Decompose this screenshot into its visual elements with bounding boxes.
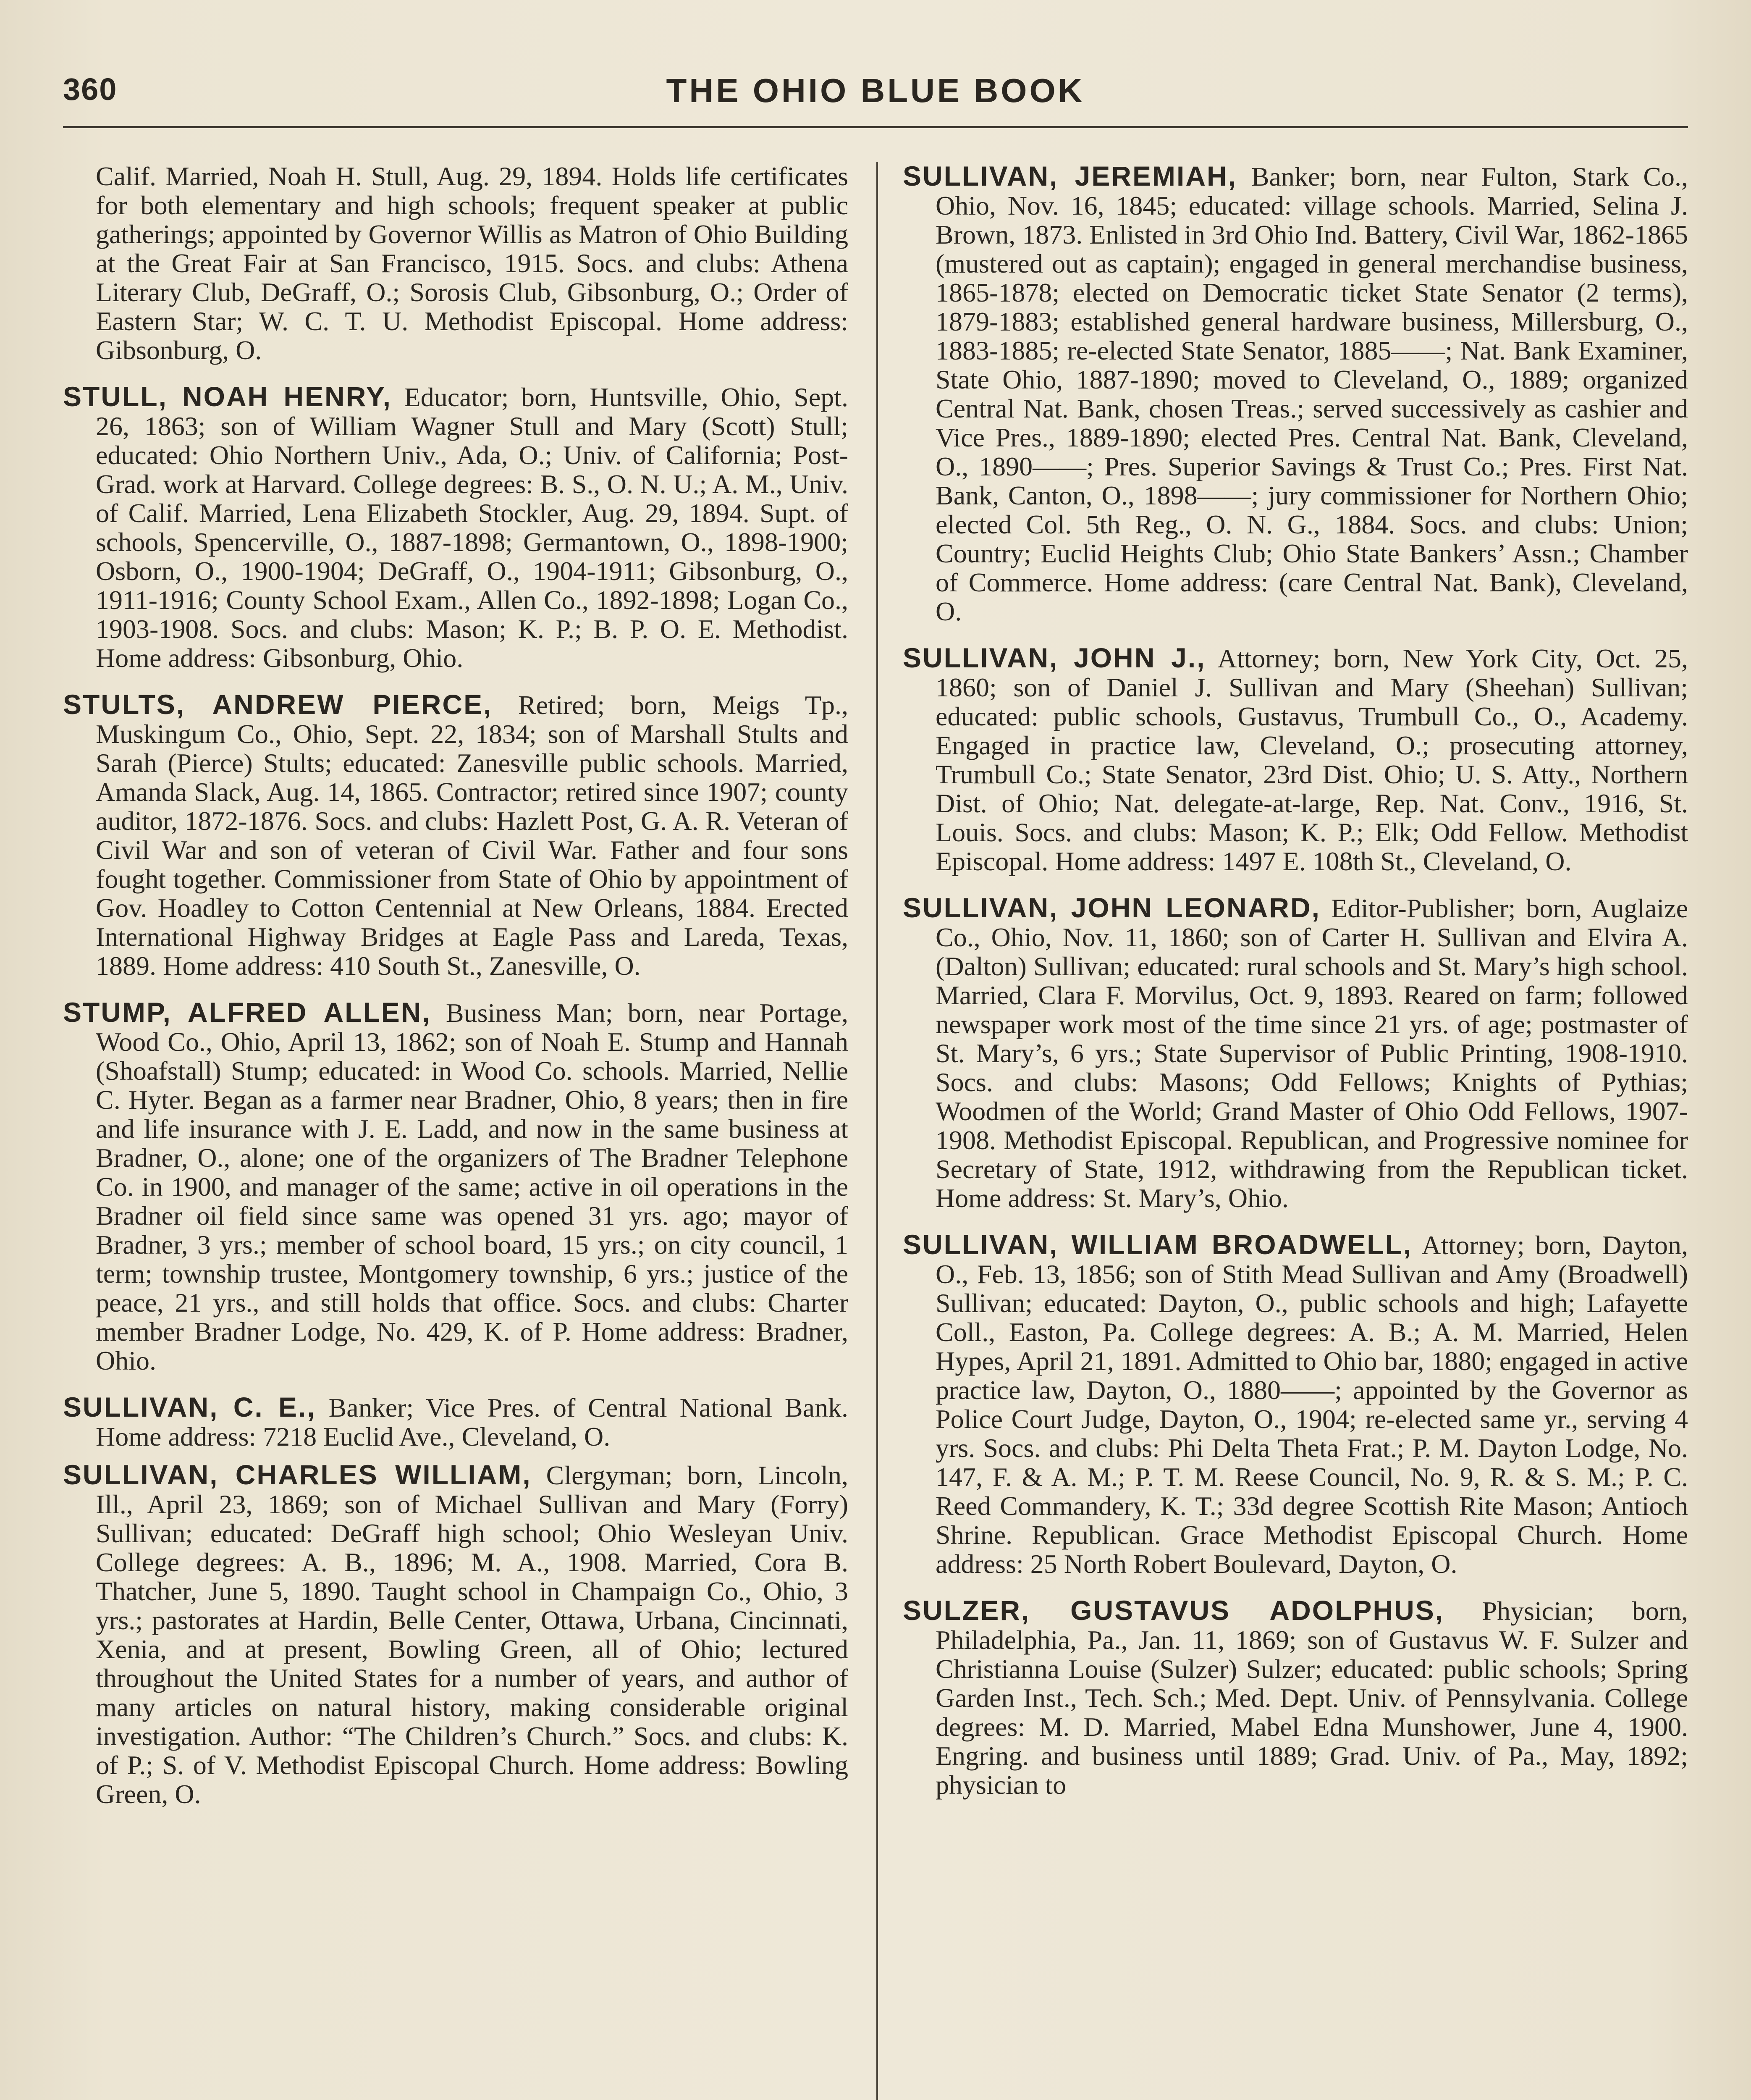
entry-sullivan-john-leonard: [903, 893, 1688, 1213]
entry-stull-noah-henry: [63, 382, 848, 672]
entry-text: Editor-Publisher; born, Auglaize Co., Ohio, Nov. 11, 1860; son of Carter H. Sullivan and Elvira A. (Dalton) Sullivan; educated: rural schools and St. Mary’s high school. Married, Clara F. Morvilus, Oct. 9, 1893. Reared on farm; followed newspaper work most of the time since 21 yrs. of age; postmaster of St. Mary’s, 6 yrs.; State Supervisor of Public Printing, 1908-1910. Socs. and clubs: Masons; Odd Fellows; Knights of Pythias; Woodmen of the World; Grand Master of Ohio Odd Fellows, 1907-1908. Methodist Episcopal. Republican, and Progressive nominee for Secretary of State, 1912, withdrawing from the Republican ticket. Home address: St. Mary’s, Ohio.: [936, 893, 1688, 1213]
running-title: THE OHIO BLUE BOOK: [666, 72, 1085, 109]
right-column: [903, 162, 1688, 2100]
entry-name: SULZER, GUSTAVUS ADOLPHUS,: [903, 1595, 1444, 1626]
entry-continuation: [63, 162, 848, 365]
entry-sullivan-john-j: [903, 643, 1688, 876]
entry-text: Banker; born, near Fulton, Stark Co., Ohio, Nov. 16, 1845; educated: village schools. Married, Selina J. Brown, 1873. Enlisted in 3rd Ohio Ind. Battery, Civil War, 1862-1865 (mustered out as captain); engaged in general merchandise business, 1865-1878; elected on Democratic ticket State Senator (2 terms), 1879-1883; established general hardware business, Millersburg, O., 1883-1885; re-elected State Senator, 1885——; Nat. Bank Examiner, State Ohio, 1887-1890; moved to Cleveland, O., 1889; organized Central Nat. Bank, chosen Treas.; served successively as cashier and Vice Pres., 1889-1890; elected Pres. Central Nat. Bank, Cleveland, O., 1890——; Pres. Superior Savings & Trust Co.; Pres. First Nat. Bank, Canton, O., 1898——; jury commissioner for Northern Ohio; elected Col. 5th Reg., O. N. G., 1884. Socs. and clubs: Union; Country; Euclid Heights Club; Ohio State Bankers’ Assn.; Chamber of Commerce. Home address: (care Central Nat. Bank), Cleveland, O.: [936, 162, 1688, 626]
entry-text: Calif. Married, Noah H. Stull, Aug. 29, 1894. Holds life certificates for both elementary and high schools; frequent speaker at public gatherings; appointed by Governor Willis as Matron of Ohio Building at the Great Fair at San Francisco, 1915. Socs. and clubs: Athena Literary Club, DeGraff, O.; Sorosis Club, Gibsonburg, O.; Order of Eastern Star; W. C. T. U. Methodist Episcopal. Home address: Gibsonburg, O.: [96, 162, 848, 365]
entry-text: Business Man; born, near Portage, Wood Co., Ohio, April 13, 1862; son of Noah E. Stump and Hannah (Shoafstall) Stump; educated: in Wood Co. schools. Married, Nellie C. Hyter. Began as a farmer near Bradner, Ohio, 8 years; then in fire and life insurance with J. E. Ladd, and now in the same business at Bradner, O., alone; one of the organizers of The Bradner Telephone Co. in 1900, and manager of the same; active in oil operations in the Bradner oil field since same was opened 31 yrs. ago; mayor of Bradner, 3 yrs.; member of school board, 15 yrs.; on city council, 1 term; township trustee, Montgomery township, 6 yrs.; justice of the peace, 21 yrs., and still holds that office. Socs. and clubs: Charter member Bradner Lodge, No. 429, K. of P. Home address: Bradner, Ohio.: [96, 998, 848, 1376]
entry-name: SULLIVAN, JEREMIAH,: [903, 162, 1237, 192]
left-column: [63, 162, 848, 2100]
page-header: [63, 63, 1688, 128]
entry-sullivan-jeremiah: [903, 162, 1688, 626]
entry-name: SULLIVAN, CHARLES WILLIAM,: [63, 1459, 532, 1490]
entry-name: SULLIVAN, C. E.,: [63, 1391, 316, 1423]
entry-name: SULLIVAN, JOHN LEONARD,: [903, 892, 1321, 923]
entry-sullivan-william-broadwell: [903, 1230, 1688, 1578]
entry-name: STUMP, ALFRED ALLEN,: [63, 997, 431, 1028]
entry-text: Educator; born, Huntsville, Ohio, Sept. 26, 1863; son of William Wagner Stull and Mary (Scott) Stull; educated: Ohio Northern Univ., Ada, O.; Univ. of California; Post-Grad. work at Harvard. College degrees: B. S., O. N. U.; A. M., Univ. of Calif. Married, Lena Elizabeth Stockler, Aug. 29, 1894. Supt. of schools, Spencerville, O., 1887-1898; Germantown, O., 1898-1900; Osborn, O., 1900-1904; DeGraff, O., 1904-1911; Gibsonburg, O., 1911-1916; County School Exam., Allen Co., 1892-1898; Logan Co., 1903-1908. Socs. and clubs: Mason; K. P.; B. P. O. E. Methodist. Home address: Gibsonburg, Ohio.: [96, 382, 848, 673]
entry-sullivan-c-e: [63, 1393, 848, 1451]
entry-name: STULTS, ANDREW PIERCE,: [63, 689, 493, 720]
entry-text: Attorney; born, New York City, Oct. 25, 1860; son of Daniel J. Sullivan and Mary (Sheehan) Sullivan; educated: public schools, Gustavus, Trumbull Co., O., Academy. Engaged in practice law, Cleveland, O.; prosecuting attorney, Trumbull Co.; State Senator, 23rd Dist. Ohio; U. S. Atty., Northern Dist. of Ohio; Nat. delegate-at-large, Rep. Nat. Conv., 1916, St. Louis. Socs. and clubs: Mason; K. P.; Elk; Odd Fellow. Methodist Episcopal. Home address: 1497 E. 108th St., Cleveland, O.: [936, 643, 1688, 876]
page-number: 360: [63, 72, 118, 107]
entry-name: SULLIVAN, JOHN J.,: [903, 642, 1206, 673]
entry-text: Banker; Vice Pres. of Central National Bank. Home address: 7218 Euclid Ave., Cleveland, O.: [96, 1393, 848, 1452]
column-divider: [876, 162, 878, 2100]
entry-text: Clergyman; born, Lincoln, Ill., April 23, 1869; son of Michael Sullivan and Mary (Forry) Sullivan; educated: DeGraff high school; Ohio Wesleyan Univ. College degrees: A. B., 1896; M. A., 1908. Married, Cora B. Thatcher, June 5, 1890. Taught school in Champaign Co., Ohio, 3 yrs.; pastorates at Hardin, Belle Center, Ottawa, Urbana, Cincinnati, Xenia, and at present, Bowling Green, all of Ohio; lectured throughout the United States for a number of years, and author of many articles on natural history, making considerable original investigation. Author: “The Children’s Church.” Socs. and clubs: K. of P.; S. of V. Methodist Episcopal Church. Home address: Bowling Green, O.: [96, 1460, 848, 1809]
entry-text: Physician; born, Philadelphia, Pa., Jan. 11, 1869; son of Gustavus W. F. Sulzer and Christianna Louise (Sulzer) Sulzer; educated: public schools; Spring Garden Inst., Tech. Sch.; Med. Dept. Univ. of Pennsylvania. College degrees: M. D. Married, Mabel Edna Munshower, June 4, 1900. Engring. and business until 1889; Grad. Univ. of Pa., May, 1892; physician to: [936, 1596, 1688, 1800]
entry-stults-andrew-pierce: [63, 690, 848, 980]
entry-name: SULLIVAN, WILLIAM BROADWELL,: [903, 1229, 1413, 1260]
entry-sullivan-charles-william: [63, 1460, 848, 1809]
entry-stump-alfred-allen: [63, 998, 848, 1375]
entry-text: Retired; born, Meigs Tp., Muskingum Co., Ohio, Sept. 22, 1834; son of Marshall Stults and Sarah (Pierce) Stults; educated: Zanesville public schools. Married, Amanda Slack, Aug. 14, 1865. Contractor; retired since 1907; county auditor, 1872-1876. Socs. and clubs: Hazlett Post, G. A. R. Veteran of Civil War and son of veteran of Civil War. Father and four sons fought together. Commissioner from State of Ohio by appointment of Gov. Hoadley to Cotton Centennial at New Orleans, 1884. Erected International Highway Bridges at Eagle Pass and Lareda, Texas, 1889. Home address: 410 South St., Zanesville, O.: [96, 690, 848, 981]
entry-text: Attorney; born, Dayton, O., Feb. 13, 1856; son of Stith Mead Sullivan and Amy (Broadwell) Sullivan; educated: Dayton, O., public schools and high; Lafayette Coll., Easton, Pa. College degrees: A. B.; A. M. Married, Helen Hypes, April 21, 1891. Admitted to Ohio bar, 1880; engaged in active practice law, Dayton, O., 1880——; appointed by the Governor as Police Court Judge, Dayton, O., 1904; re-elected same yr., serving 4 yrs. Socs. and clubs: Phi Delta Theta Frat.; P. M. Dayton Lodge, No. 147, F. & A. M.; P. T. M. Reese Council, No. 9, R. & S. M.; P. C. Reed Commandery, K. T.; 33d degree Scottish Rite Mason; Antioch Shrine. Republican. Grace Methodist Episcopal Church. Home address: 25 North Robert Boulevard, Dayton, O.: [936, 1230, 1688, 1579]
entry-name: STULL, NOAH HENRY,: [63, 381, 392, 412]
entry-sulzer-gustavus-adolphus: [903, 1596, 1688, 1799]
